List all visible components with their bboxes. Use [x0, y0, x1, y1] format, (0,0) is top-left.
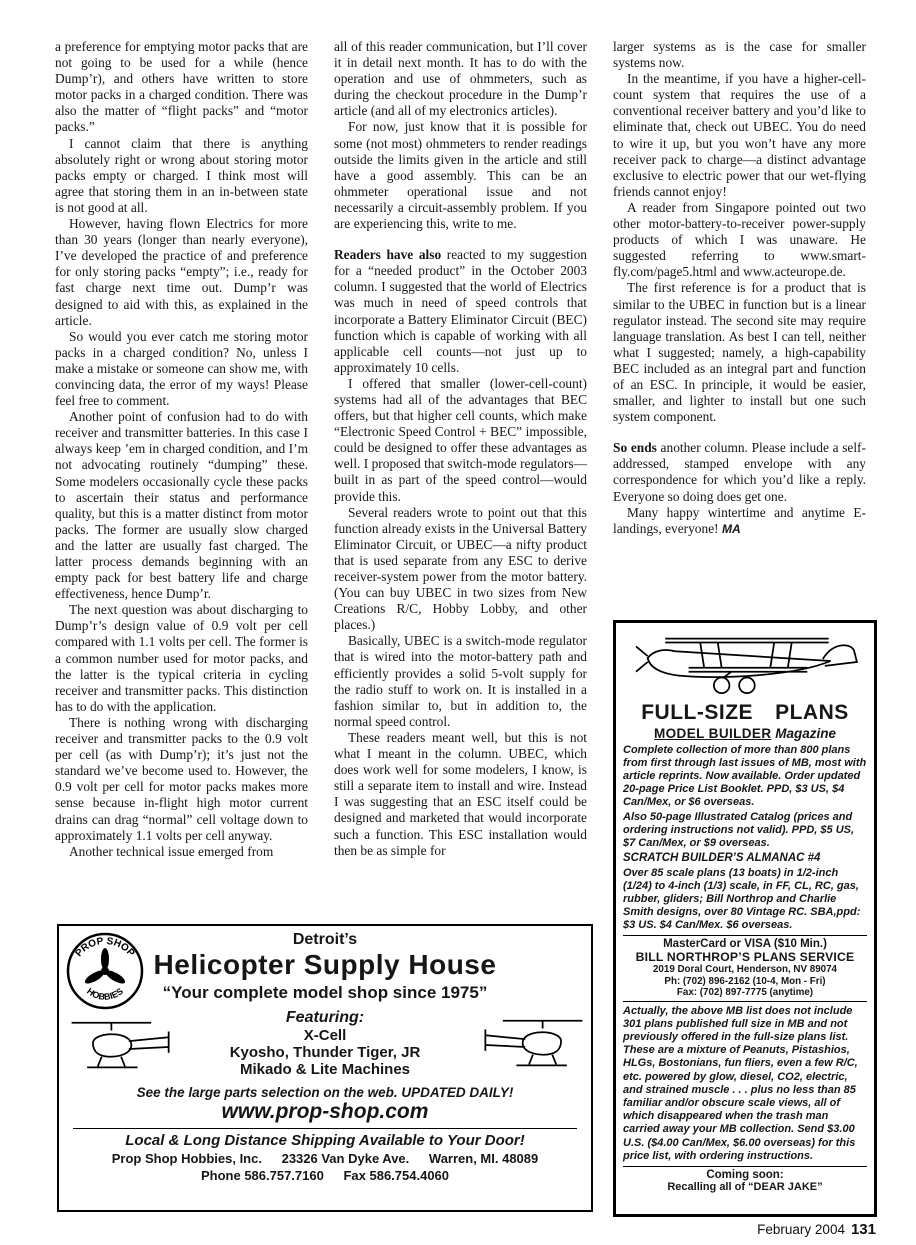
brand-item: X-Cell	[303, 1027, 347, 1044]
service-name: BILL NORTHROP’S PLANS SERVICE	[635, 950, 855, 964]
section-lead: So ends	[613, 440, 657, 456]
article-column-1	[55, 39, 308, 860]
paragraph: Another technical issue emerged from	[69, 843, 274, 859]
issue-date: February 2004	[757, 1222, 845, 1237]
page-number: 131	[850, 1221, 876, 1238]
paragraph	[334, 247, 587, 376]
paragraph: Basically, UBEC is a switch-mode regulator that is wired into the motor-battery path and efficiently provides a solid 5-volt supply for the radio stuff to work on. It is installed in a fashion similar to, but in addition to, the normal speed control.	[334, 633, 587, 729]
brand-item: Mikado & Lite Machines	[239, 1061, 411, 1078]
article-column-2	[334, 39, 587, 859]
shipping-note: Local & Long Distance Shipping Available to Your Door!	[125, 1132, 525, 1149]
ad-headline	[623, 702, 867, 724]
paragraph-text: reacted to my suggestion for a “needed product” in the October 2003 column. I suggested that the world of Electrics was much in need of speed controls that incorporate a Battery Eliminator Circuit (BEC) function which is capable of working with all applicable cell counts—not just up to approximately 10 cells.	[334, 247, 587, 375]
service-address-block	[623, 964, 867, 999]
fax-number: Fax 586.754.4060	[343, 1168, 450, 1183]
ad-body-text: Complete collection of more than 800 plans from first through last issues of MB, most with article reprints. Now available. Order updated 20-page Price List Booklet. PPD, $3 US, $4 Can/Mex, or $6 overseas.	[623, 744, 867, 808]
street-address: 23326 Van Dyke Ave.	[281, 1151, 410, 1166]
almanac-body: Over 85 scale plans (13 boats) in 1/2-inch (1/24) to 4-inch (1/3) scale, in FF, CL, RC, gas, rubber, gliders; Bill Northrop and Charlie Smith designs, over 80 Vintage RC. SBA,ppd: $3 US. $4 Can/Mex. $6 overseas.	[623, 867, 861, 931]
ad-phone	[59, 1168, 591, 1183]
coming-soon-item: Recalling all of “DEAR JAKE”	[667, 1180, 823, 1193]
paragraph: These readers meant well, but this is not what I meant in the column. UBEC, which does work well for some modelers, I know, is still a separate item to install and wire. Instead I was suggesting that an ESC itself could be designed and marketed that would incorporate such a function. This ESC installation would then be as simple for	[334, 729, 587, 858]
paragraph: a preference for emptying motor packs that are not going to be used for a while (hence Dump’r), and others have written to store motor packs in a charged condition. There was also the matter of “flight packs” and “motor packs.”	[55, 39, 308, 135]
paragraph-text: Many happy wintertime and anytime E-landings, everyone!	[613, 504, 866, 536]
propshop-ad	[57, 924, 593, 1212]
paragraph: A reader from Singapore pointed out two other motor-battery-to-receiver power-supply products of which I was unaware. He suggested referring to www.smart-fly.com/page5.html and www.acteurope.de.	[613, 199, 866, 280]
paragraph: Several readers wrote to point out that this function already exists in the Universal Battery Eliminator Circuit, or UBEC—a nifty product that is used separate from any ESC to derive receiver-system power from the motor battery. (You can buy UBEC in two sizes from New Creations R/C, Hobby Lobby, and other places.)	[334, 504, 587, 633]
logo-text-top: PROP SHOP	[73, 935, 137, 960]
service-fax: Fax: (702) 897-7775 (anytime)	[676, 987, 814, 998]
ad-title: Helicopter Supply House	[153, 949, 497, 980]
paragraph: larger systems as is the case for smaller systems now.	[613, 39, 866, 71]
ad-fine-print: Actually, the above MB list does not include 301 plans published full size in MB and not previously offered in the full-size plans list. These are a mixture of Peanuts, Pistashios, HLGs, Bostonians, fun fliers, even a few R/C, etc. powered by glow, diesel, CO2, electric, and strained muscle . . . plus no less than 85 familiar and/or obscure scale views, all of which disappeared when the trash man carried away your MB collection. Send $3.00 U.S. ($4.00 Can/Mex, $6.00 overseas) for this price list, with ordering instructions.	[623, 1001, 867, 1163]
paragraph: I offered that smaller (lower-cell-count) systems had all of the advantages that BEC offers, but that higher cell counts, which make “Electronic Speed Control + BEC” impossible, could be designed to offer these advantages as well. I proposed that switch-mode regulators—built in as part of the speed control—would provide this.	[334, 375, 587, 504]
page-footer	[757, 1221, 876, 1238]
magazine-suffix: Magazine	[771, 726, 836, 741]
biplane-icon	[627, 625, 863, 697]
magazine-name: MODEL BUILDER	[654, 726, 772, 741]
plans-ad	[613, 620, 877, 1217]
paragraph	[613, 505, 866, 537]
service-street: 2019 Doral Court, Henderson, NV 89074	[652, 964, 838, 975]
helicopter-icon	[471, 1012, 589, 1078]
paragraph: So would you ever catch me storing motor packs in a charged condition? No, unless I make a mistake or someone can show me, with convincing data, the error of my ways! Please feel free to comment.	[55, 328, 308, 409]
logo-text-bottom: HOBBIES	[85, 985, 125, 1002]
coming-soon-label: Coming soon:	[706, 1168, 784, 1181]
divider	[73, 1128, 577, 1129]
magazine-title	[623, 726, 867, 741]
paragraph: There is nothing wrong with discharging receiver and transmitter packs to the 0.9 volt per cell (as with Dump’r); it’s just not the standard we’ve become used to. However, the 0.9 volt per cell for motor packs makes more sense because in-flight high motor current drains can drag “normal” cell voltage down to approximately 1.1 volts per cell anyway.	[55, 714, 308, 843]
end-of-article-mark: MA	[721, 521, 741, 536]
paragraph: However, having flown Electrics for more than 30 years (longer than nearly everyone), I’ve developed the practice of and preference for only storing packs “empty”; i.e., ready for fast charge next time out. Dump’r was designed to aid with this, as explained in the article.	[55, 216, 308, 328]
section-lead: Readers have also	[334, 247, 442, 263]
helicopter-icon	[65, 1014, 183, 1080]
paragraph: In the meantime, if you have a higher-cell-count system that requires the use of a conventional receiver battery and you’d like to eliminate that, check out UBEC. You do need to wire it up, but you won’t have any more receiver pack to charge—a distinct advantage exclusive to electric power that our wet-flying friends cannot enjoy!	[613, 71, 866, 199]
ad-body-text: Also 50-page Illustrated Catalog (prices and ordering instructions not valid). PPD, $5 US, $7 Can/Mex, or $9 overseas.	[623, 811, 855, 849]
paragraph: For now, just know that it is possible for some (not most) ohmmeters to render readings outside the limits given in the article and still have a good assembly. This can be an ohmmeter operational issue and not necessarily a circuit-assembly problem. If you are experiencing this, write to me.	[334, 119, 587, 232]
phone-number: Phone 586.757.7160	[200, 1168, 324, 1183]
featuring-label: Featuring:	[285, 1009, 365, 1026]
brand-item: Kyosho, Thunder Tiger, JR	[229, 1044, 421, 1061]
ad-artwork	[623, 625, 867, 702]
headline-left: FULL-SIZE	[641, 701, 754, 724]
paragraph	[613, 440, 866, 504]
paragraph: Another point of confusion had to do with receiver and transmitter batteries. In this case I always keep ’em in charged condition, and I’m not advocating routinely “dumping” these. Some modelers occasionally cycle these packs to ascertain their status and performance quality, but this is a matter distinct from motor packs. The former are usually slow charged and the latter are usually fast charged. The latter process demands beginning with an empty pack for best battery life and charge effectiveness, hence Dump’r.	[55, 409, 308, 602]
coming-soon-block	[623, 1166, 867, 1193]
paragraph-text: another column. Please include a self-addressed, stamped envelope with any correspondence for which you’d like a reply. Everyone so doing does get one.	[613, 440, 866, 504]
headline-right: PLANS	[775, 701, 849, 724]
paragraph: I cannot claim that there is anything absolutely right or wrong about storing motor packs empty or charged. I think most will agree that storing them in an in-between state is not good at all.	[55, 135, 308, 215]
website-url: www.prop-shop.com	[221, 1100, 429, 1123]
propeller-logo-icon	[65, 931, 145, 1011]
ad-tagline: “Your complete model shop since 1975”	[162, 983, 488, 1002]
ad-address	[59, 1151, 591, 1166]
article-column-3	[613, 39, 866, 537]
paragraph: The next question was about discharging to Dump’r’s design value of 0.9 volt per cell compared with 1.1 volts per cell. The former is a common number used for motor packs, and the latter is the typical criteria in cycling receiver and transmitter packs. This distinction has to do with the application.	[55, 602, 308, 714]
payment-methods: MasterCard or VISA ($10 Min.)	[623, 935, 867, 950]
svg-text:HOBBIES	[85, 986, 125, 1002]
service-phone: Ph: (702) 896-2162 (10-4, Mon - Fri)	[664, 975, 826, 987]
almanac-title: SCRATCH BUILDER’S ALMANAC #4	[623, 852, 821, 864]
web-note: See the large parts selection on the web. UPDATED DAILY!	[136, 1085, 514, 1100]
ad-kicker: Detroit’s	[292, 931, 358, 948]
city-state: Warren, MI. 48089	[428, 1151, 539, 1166]
paragraph: The first reference is for a product that is similar to the UBEC in function but is a linear regulator instead. The second site may require language translation. As best I can tell, neither what I suggested; namely, a high-capability BEC included as an integral part and function of an ESC. In principle, it would be easier, smaller, and lighter to install but one such system component.	[613, 280, 866, 425]
paragraph: all of this reader communication, but I’ll cover it in detail next month. It has to do with the operation and use of ohmmeters, such as during the checkout procedure in the Dump’r article (and all of my electronics articles).	[334, 39, 587, 119]
company-name: Prop Shop Hobbies, Inc.	[111, 1151, 262, 1166]
